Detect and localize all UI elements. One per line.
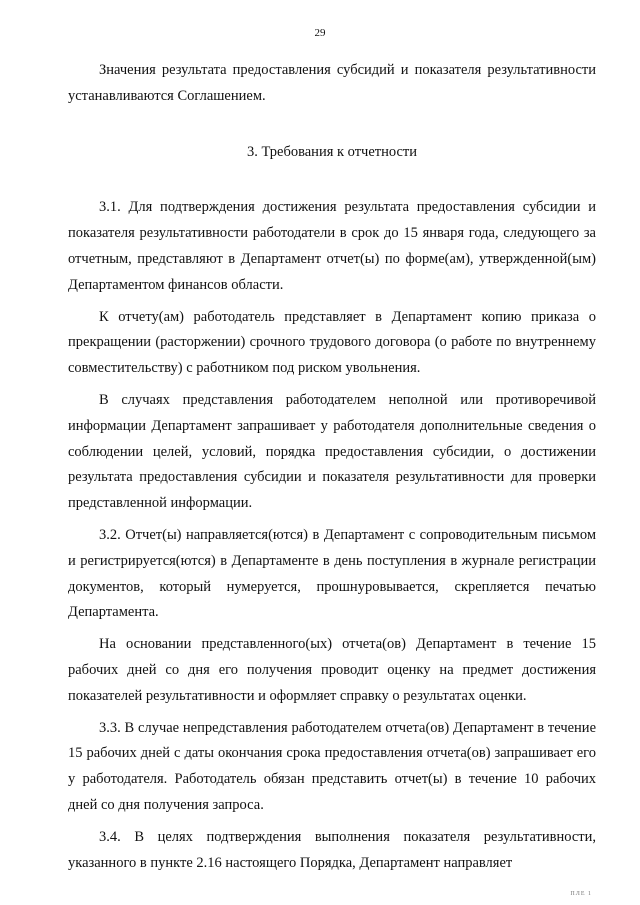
paragraph-3-4: 3.4. В целях подтверждения выполнения показателя результативности, указанного в пункте 2.16 настоящего Порядка, Департамент направляет: [68, 828, 596, 871]
paragraph-3-3: 3.3. В случае непредставления работодателем отчета(ов) Департамент в течение 15 рабочих дней с даты окончания срока предоставления отчета(ов) запрашивает его у работодателя. Работодатель обязан представить отчет(ы) в течение 10 рабочих дней со дня получения запроса.: [68, 719, 596, 813]
document-body: [68, 58, 596, 876]
paragraph-3-2: 3.2. Отчет(ы) направляется(ются) в Департамент с сопроводительным письмом и регистрируется(ются) в Департаменте в день поступления в журнале регистрации документов, который нумеруется, прошнуровывается, скрепляется печатью Департамента.: [68, 526, 596, 621]
paragraph-3-1: 3.1. Для подтверждения достижения результата предоставления субсидии и показателя результативности работодатели в срок до 15 января года, следующего за отчетным, представляют в Департамент отчет(ы) по форме(ам), утвержденной(ым) Департаментом финансов области.: [68, 199, 596, 293]
footer-mark: ПЛЕ 1: [570, 891, 592, 897]
page-number: 29: [314, 27, 326, 39]
paragraph-report-copy: К отчету(ам) работодатель представляет в Департамент копию приказа о прекращении (расторжении) срочного трудового договора (о работе по внутреннему совместительству) с работником под риском увольнения.: [68, 308, 596, 377]
paragraph-assessment: На основании представленного(ых) отчета(ов) Департамент в течение 15 рабочих дней со дня его получения проводит оценку на предмет достижения показателей результативности и оформляет справку о результатах оценки.: [68, 636, 596, 704]
intro-paragraph: Значения результата предоставления субсидий и показателя результативности устанавливаются Соглашением.: [68, 62, 596, 104]
paragraph-incomplete-info: В случаях представления работодателем неполной или противоречивой информации Департамент запрашивает у работодателя дополнительные сведения о соблюдении целей, условий, порядка предоставления субсидии, о достижении результата предоставления субсидии и показателя результативности для проверки представленной информации.: [68, 391, 596, 512]
section-heading: 3. Требования к отчетности: [246, 143, 418, 160]
